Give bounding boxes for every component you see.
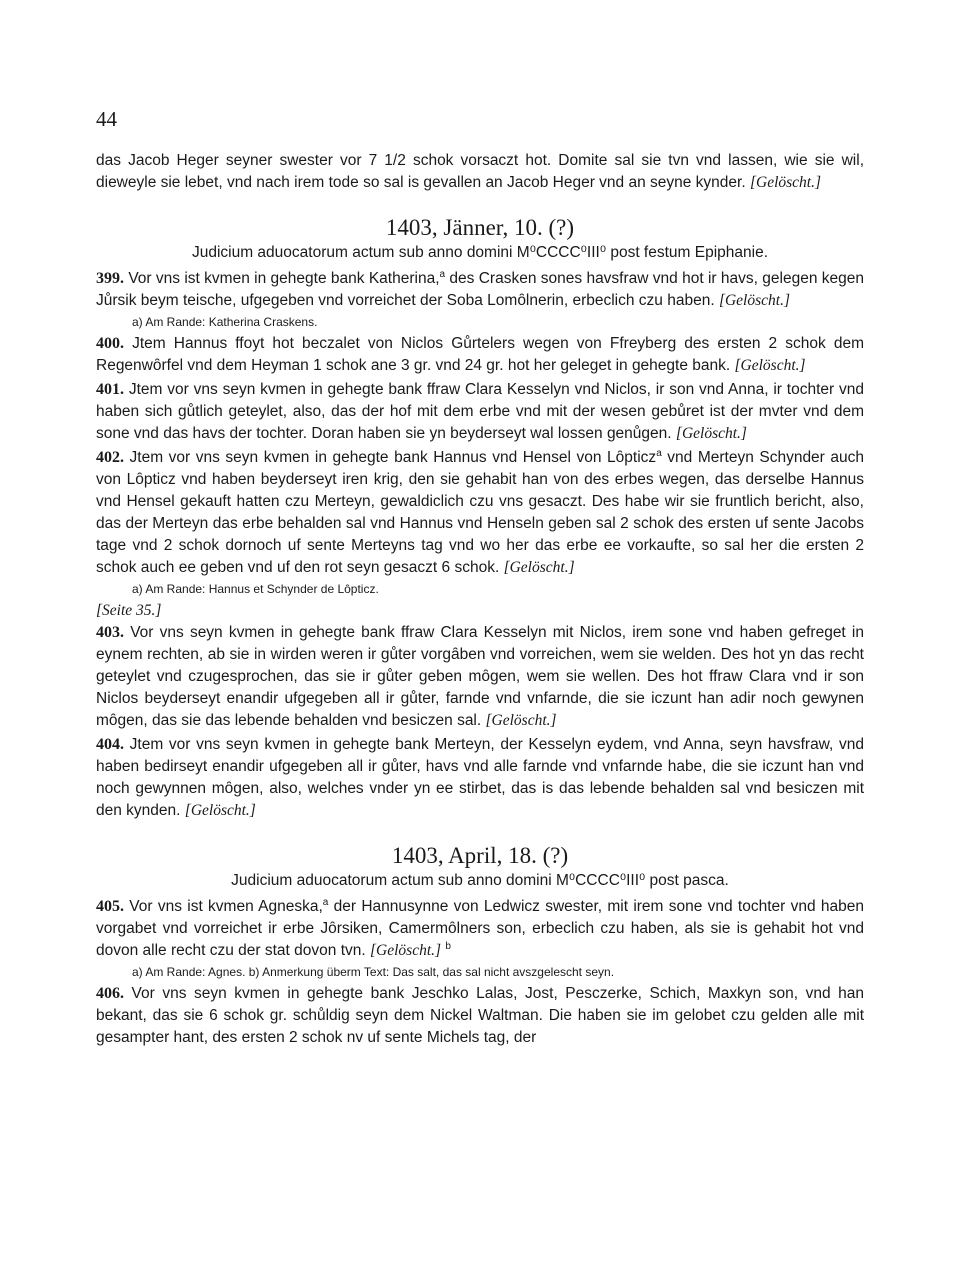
entry-403	[96, 622, 864, 732]
entry-text: Vor vns ist kvmen in gehegte bank Katherina,	[128, 270, 440, 287]
entry-text: der Hannusynne von Ledwicz swester, mit irem sone vnd tochter vnd haben vorgabet vnd vorreichet ir erbe Jȏrsiken, Camermȏlners son, erbeclich czu haben, als sie is gehabit hot vnd dovon alle recht czu der stat dovon tvn.	[96, 898, 864, 959]
entry-401	[96, 379, 864, 445]
entry-404	[96, 734, 864, 822]
entry-text: Vor vns ist kvmen Agneska,	[129, 898, 323, 915]
intro-text: das Jacob Heger seyner swester vor 7 1/2 schok vorsaczt hot. Domite sal sie tvn vnd lassen, wie sie wil, dieweyle sie lebet, vnd nach irem tode so sal is gevallen an Jacob Heger vnd an seyne kynder.	[96, 152, 864, 191]
page-number: 44	[96, 107, 117, 131]
section-subhead-2: Judicium aduocatorum actum sub anno domini M⁰CCCC⁰III⁰ post pasca.	[231, 872, 729, 889]
deleted-mark: [Gelöscht.]	[370, 942, 442, 959]
page-reference: [Seite 35.]	[96, 602, 162, 619]
entry-406	[96, 983, 864, 1049]
entry-number: 401.	[96, 381, 124, 398]
intro-paragraph	[96, 150, 864, 194]
footnote-marker: a	[322, 896, 329, 908]
section-date-2: 1403, April, 18. (?)	[391, 843, 569, 868]
entry-text: Jtem vor vns seyn kvmen in gehegte bank Merteyn, der Kesselyn eydem, vnd Anna, seyn havsfraw, vnd haben bedirseyt enandir ufgegeben all ir gůter, havs vnd alle farnde vnd vnfarnde habe, die sie iczunt han vnd noch gewynnen mȏgen, also, welches vnder yn ee stirbet, das is das lebende behalden sal vnd besiczen mit den kynden.	[96, 736, 864, 819]
entry-number: 403.	[96, 624, 124, 641]
footnote-399: a) Am Rande: Katherina Craskens.	[132, 315, 318, 329]
entry-text: Vor vns seyn kvmen in gehegte bank Jeschko Lalas, Jost, Pesczerke, Schich, Maxkyn son, vnd han bekant, das sie 6 schok gr. schůldig seyn dem Nickel Waltman. Die haben sie im gelobet czu gelden alle mit gesampter hant, des ersten 2 schok nv uf sente Michels tag, der	[96, 985, 864, 1046]
deleted-mark: [Gelöscht.]	[749, 174, 822, 191]
footnote-marker: a	[439, 268, 446, 280]
entry-text: des Crasken sones havsfraw vnd hot ir havs, gelegen kegen Jůrsik beym teische, ufgegeben vnd vorreichet der Soba Lomȏlnerin, erbeclich czu haben.	[96, 270, 865, 309]
deleted-mark: [Gelöscht.]	[485, 712, 557, 729]
entry-text: Vor vns seyn kvmen in gehegte bank ffraw Clara Kesselyn mit Niclos, irem sone vnd haben gefreget in eynem rechten, ab sie in wirden weren ir gůter vorgȃben vnd vorreichen, wem sie welden. Des hot yn das recht geteylet vnd czugesprochen, das sie ir gůter geben mȏgen, wem sie wellen. Des hot ffraw Clara vnd ir son Niclos beyderseyt enandir ufgegeben all ir gůter, farnde vnd vnfarnde, die sie iczunt han adir noch gewynen mȏgen, das sie das lebende behalden vnd besiczen sal.	[96, 624, 864, 729]
deleted-mark: [Gelöscht.]	[675, 425, 747, 442]
deleted-mark: [Gelöscht.]	[734, 357, 806, 374]
entry-number: 404.	[96, 736, 124, 753]
entry-text: Jtem Hannus ffoyt hot beczalet von Niclos Gůrtelers wegen von Ffreyberg des ersten 2 schok dem Regenwȏrfel vnd dem Heyman 1 schok ane 3 gr. vnd 24 gr. hot her geleget in gehegte bank.	[96, 335, 864, 374]
deleted-mark: [Gelöscht.]	[718, 292, 790, 309]
entry-405	[96, 896, 864, 962]
footnote-405: a) Am Rande: Agnes. b) Anmerkung überm Text: Das salt, das sal nicht avszgelescht seyn.	[132, 965, 615, 979]
entry-text: Jtem vor vns seyn kvmen in gehegte bank ffraw Clara Kesselyn vnd Niclos, ir son vnd Anna, ir tochter vnd haben sich gůtlich geteylet, also, das der hof mit dem erbe vnd mit der wesen gebůret ist der mvter vnd dem sone vnd das havs der tochter. Doran haben sie yn beyderseyt wal lossen genůgen.	[96, 381, 864, 442]
entry-number: 405.	[96, 898, 124, 915]
entry-number: 402.	[96, 449, 124, 466]
entry-400	[96, 333, 864, 377]
footnote-402: a) Am Rande: Hannus et Schynder de Lȏpticz.	[132, 582, 379, 596]
entry-399	[96, 268, 864, 312]
footnote-marker: b	[445, 940, 451, 952]
page-body	[96, 150, 864, 1049]
section-subhead-1: Judicium aduocatorum actum sub anno domini M⁰CCCC⁰III⁰ post festum Epiphanie.	[191, 244, 769, 261]
entry-number: 406.	[96, 985, 124, 1002]
entry-number: 400.	[96, 335, 124, 352]
deleted-mark: [Gelöscht.]	[184, 802, 256, 819]
entry-402	[96, 447, 864, 579]
section-date-1: 1403, Jänner, 10. (?)	[385, 215, 575, 240]
entry-text: vnd Merteyn Schynder auch von Lȏpticz vnd haben beyderseyt iren krig, den sie gehabit han von des erbes wegen, das derselbe Hannus vnd Hensel gekauft hatten czu Merteyn, gewaldiclich czu vns gesaczt. Des habe wir sie fruntlich bericht, also, das der Merteyn das erbe behalden sal vnd Hannus vnd Henseln geben sal 2 schok des ersten uf sente Jacobs tage vnd 2 schok dornoch uf sente Merteyns tag vnd wo her das erbe ee vorkaufte, so sal her die ersten 2 schok auch ee geben vnd uf den rot seyn gesaczt 6 schok.	[96, 449, 864, 576]
footnote-marker: a	[656, 447, 662, 459]
deleted-mark: [Gelöscht.]	[503, 559, 575, 576]
entry-text: Jtem vor vns seyn kvmen in gehegte bank Hannus vnd Hensel von Lȏpticz	[129, 449, 657, 466]
entry-number: 399.	[96, 270, 124, 287]
